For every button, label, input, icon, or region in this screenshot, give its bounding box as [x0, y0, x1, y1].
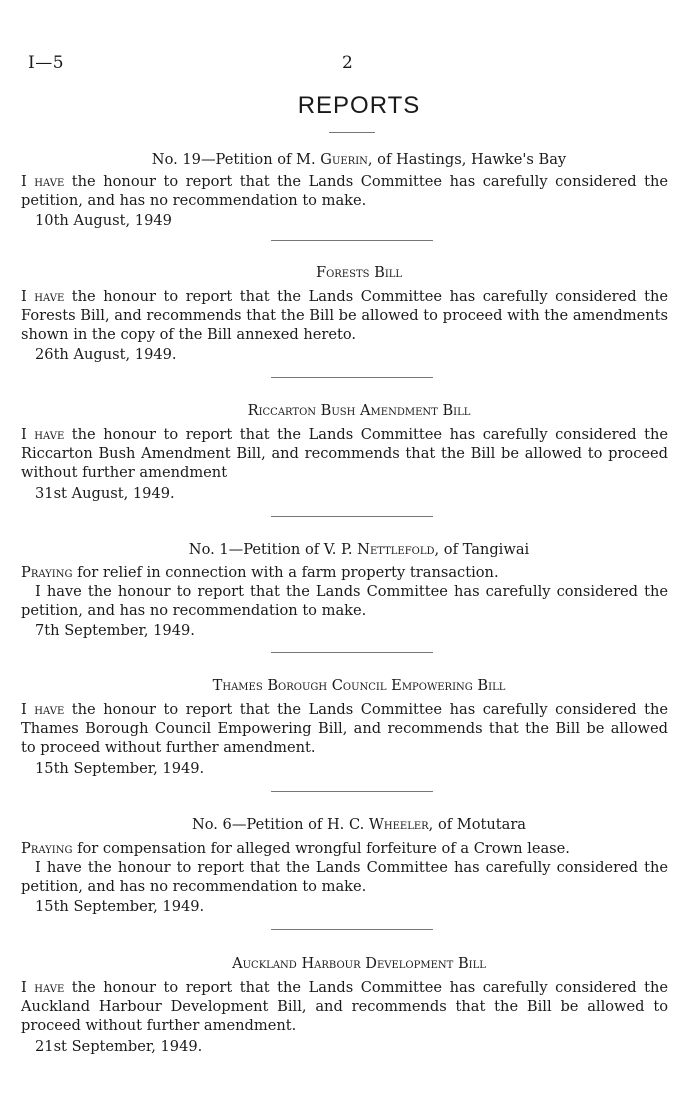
heading-text: No. 19—Petition of M. [151, 151, 321, 168]
section-divider [271, 240, 433, 241]
report-paragraph: I have the honour to report that the Lands Committee has carefully considered the petition, and has no recommendation to make. [21, 859, 668, 895]
paragraph-lead: I have [21, 173, 65, 190]
report-paragraph [21, 425, 668, 482]
report-paragraph [21, 978, 668, 1035]
paragraph-lead: I have [21, 701, 65, 718]
title-rule [329, 132, 375, 133]
heading-name: Thames Borough Council Empowering Bill [212, 677, 506, 694]
paragraph-text: for compensation for alleged wrongful forfeiture of a Crown lease. [72, 840, 570, 857]
paragraph-lead: Praying [21, 564, 73, 581]
heading-text: No. 6—Petition of H. C. [191, 816, 369, 833]
page-title: REPORTS [297, 92, 421, 119]
heading-name: Nettlefold [357, 541, 435, 558]
section-heading [0, 402, 700, 419]
heading-text: , of Tangiwai [434, 541, 530, 558]
report-paragraph [21, 563, 668, 582]
paragraph-text: the honour to report that the Lands Committee has carefully considered the Riccarton Bush Amendment Bill, and recommends that the Bill be allowed to proceed without further amendment [21, 426, 668, 481]
section-heading [0, 955, 700, 972]
report-date: 21st September, 1949. [35, 1038, 203, 1055]
paragraph-lead: I have [21, 426, 65, 443]
document-reference: I—5 [28, 53, 65, 73]
heading-name: Riccarton Bush Amendment Bill [247, 402, 471, 419]
section-heading [0, 677, 700, 694]
heading-name: Auckland Harbour Development Bill [232, 955, 486, 972]
report-date: 15th September, 1949. [35, 898, 205, 915]
paragraph-text: the honour to report that the Lands Committee has carefully considered the Forests Bill, and recommends that the Bill be allowed to proceed with the amendments shown in the copy of the Bill annexed hereto. [21, 288, 668, 343]
heading-name: Forests Bill [315, 264, 403, 281]
report-paragraph [21, 839, 668, 858]
page-number: 2 [342, 53, 353, 73]
paragraph-text: for relief in connection with a farm property transaction. [72, 564, 499, 581]
section-heading [0, 151, 700, 168]
report-date: 15th September, 1949. [35, 760, 205, 777]
paragraph-lead: Praying [21, 840, 73, 857]
section-divider [271, 516, 433, 517]
heading-name: Guerin [320, 151, 368, 168]
paragraph-lead: I have [21, 979, 65, 996]
section-divider [271, 377, 433, 378]
heading-text: No. 1—Petition of V. P. [188, 541, 358, 558]
heading-text: , of Hastings, Hawke's Bay [367, 151, 567, 168]
report-date: 31st August, 1949. [35, 485, 175, 502]
section-heading [0, 541, 700, 558]
paragraph-text: the honour to report that the Lands Committee has carefully considered the Thames Borough Council Empowering Bill, and recommends that the Bill be allowed to proceed without further amendment. [21, 701, 668, 756]
heading-text: , of Motutara [428, 816, 527, 833]
paragraph-lead: I have [21, 288, 65, 305]
paragraph-text: the honour to report that the Lands Committee has carefully considered the petition, and has no recommendation to make. [21, 173, 668, 209]
paragraph-text: the honour to report that the Lands Committee has carefully considered the Auckland Harbour Development Bill, and recommends that the Bill be allowed to proceed without further amendment. [21, 979, 668, 1034]
report-paragraph [21, 287, 668, 344]
section-heading [0, 816, 700, 833]
report-date: 7th September, 1949. [35, 622, 195, 639]
report-paragraph [21, 700, 668, 757]
report-paragraph: I have the honour to report that the Lands Committee has carefully considered the petition, and has no recommendation to make. [21, 583, 668, 619]
section-heading [0, 264, 700, 281]
report-date: 10th August, 1949 [35, 212, 172, 229]
section-divider [271, 791, 433, 792]
report-date: 26th August, 1949. [35, 346, 177, 363]
heading-name: Wheeler [368, 816, 429, 833]
report-paragraph [21, 172, 668, 210]
section-divider [271, 652, 433, 653]
section-divider [271, 929, 433, 930]
